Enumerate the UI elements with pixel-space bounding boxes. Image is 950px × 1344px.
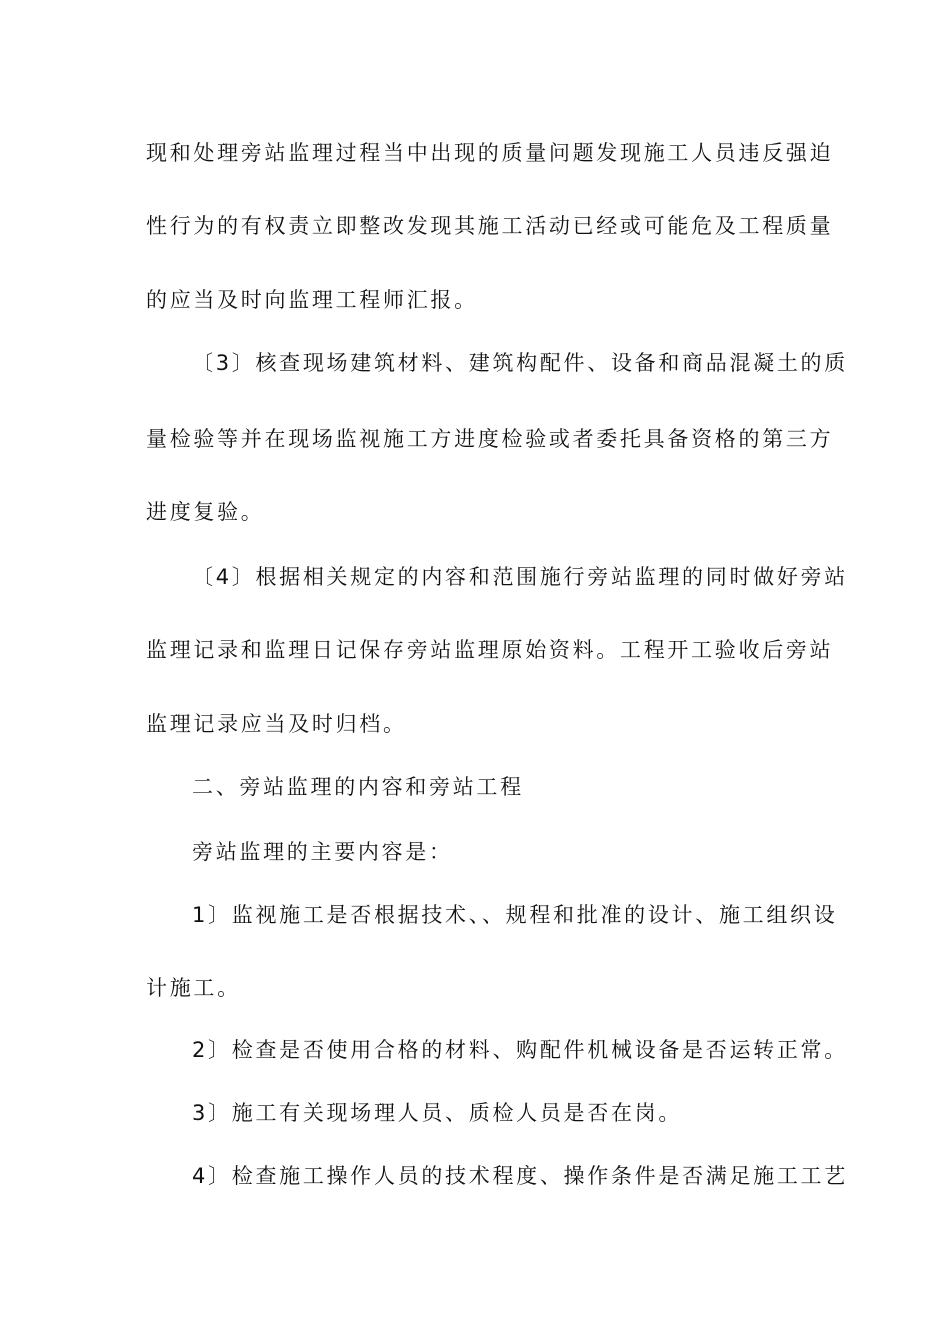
list-item-2: 2〕检查是否使用合格的材料、购配件机械设备是否运转正常。 [192,1038,848,1062]
body-text-line: 进度复验。 [146,500,265,524]
body-text-line: 旁站监理的主要内容是： [192,840,453,864]
body-text-line: 性行为的有权责立即整改发现其施工活动已经或可能危及工程质量 [146,214,834,238]
section-heading: 二、旁站监理的内容和旁站工程 [192,775,524,799]
body-text-line: 量检验等并在现场监视施工方进度检验或者委托具备资格的第三方 [146,427,834,451]
list-item-4: 4〕检查施工操作人员的技术程度、操作条件是否满足施工工艺 [192,1164,848,1188]
list-item-1: 1〕监视施工是否根据技术、、规程和批准的设计、施工组织设 [192,903,838,927]
numbered-item-3: 〔3〕核查现场建筑材料、建筑构配件、设备和商品混凝土的质 [192,351,848,375]
list-item-3: 3〕施工有关现场理人员、质检人员是否在岗。 [192,1101,683,1125]
body-text-line: 监理记录应当及时归档。 [146,712,407,736]
body-text-line: 的应当及时向监理工程师汇报。 [146,288,478,312]
body-text-line: 计施工。 [146,976,241,1000]
body-text-line: 监理记录和监理日记保存旁站监理原始资料。工程开工验收后旁站 [146,638,834,662]
numbered-item-4: 〔4〕根据相关规定的内容和范围施行旁站监理的同时做好旁站 [192,565,848,589]
body-text-line: 现和处理旁站监理过程当中出现的质量问题发现施工人员违反强迫 [146,141,834,165]
